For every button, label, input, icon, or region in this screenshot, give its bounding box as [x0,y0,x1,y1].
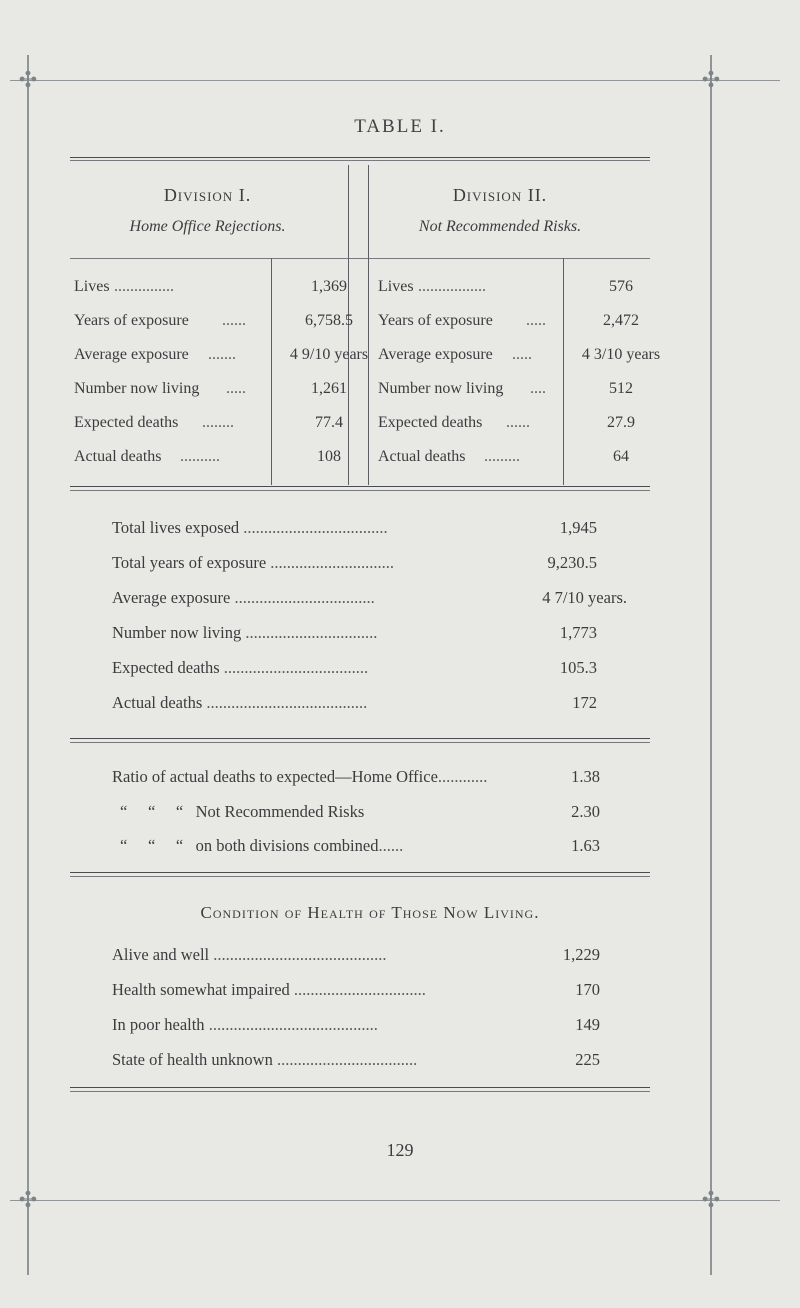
leader-dots: ................................... [219,658,369,677]
leader-dots: ..... [512,346,532,363]
condition-row [112,1050,417,1070]
leader-dots: ..... [526,312,546,329]
table-end-rule-2 [70,1091,650,1092]
leader-dots: ......... [484,448,520,465]
ratio-row [120,836,403,856]
leader-dots: ................................ [289,980,426,999]
ratio-label: “ “ “ Not Recommended Risks [120,802,365,821]
row-value: 512 [609,380,633,397]
corner-ornament-icon: ✣ [18,1187,38,1212]
table-title: TABLE I. [354,116,446,137]
corner-ornament-icon: ✣ [701,1187,721,1212]
leader-dots: ........ [202,414,234,431]
section-rule [70,738,650,739]
totals-row [112,518,388,538]
row-label: Number now living [74,380,200,397]
row-label: Average exposure [74,346,189,363]
row-label: Actual deaths [378,448,466,465]
leader-dots: ....................................... [202,693,368,712]
leader-dots: ...... [378,836,404,855]
row-value: 4 3/10 years [581,346,661,363]
totals-row [112,658,368,678]
totals-row [112,623,377,643]
leader-dots: .................................. [272,1050,418,1069]
ratio-value: 2.30 [571,802,600,821]
condition-label: In poor health [112,1015,205,1034]
column-separator [563,258,564,485]
leader-dots: ............ [437,767,488,786]
leader-dots: .................................. [230,588,375,607]
row-value: 1,261 [311,380,347,397]
condition-heading: Condition of Health of Those Now Living. [200,903,540,922]
ratio-value: 1.38 [571,767,600,786]
border-bottom [10,1200,780,1201]
row-label: Actual deaths [74,448,162,465]
totals-value: 4 7/10 years. [542,588,627,607]
totals-value: 105.3 [559,658,597,677]
leader-dots: ..... [226,380,246,397]
condition-row [112,980,426,1000]
row-value: 64 [613,448,629,465]
division-1-subtitle: Home Office Rejections. [129,218,286,235]
totals-label: Average exposure [112,588,231,607]
totals-row [112,588,375,608]
leader-dots: .......................................... [209,945,387,964]
corner-ornament-icon: ✣ [18,67,38,92]
ratio-row [112,767,487,787]
division-1-header [70,185,345,236]
leader-dots: .......... [180,448,220,465]
ratio-label: Ratio of actual deaths to expected—Home Office [112,767,438,786]
border-top [10,80,780,81]
leader-dots: .............................. [266,553,395,572]
row-label: Number now living [378,380,504,397]
row-value: 1,369 [311,278,347,295]
totals-row [112,693,367,713]
row-label: Lives [378,278,414,295]
condition-label: Alive and well [112,945,210,964]
leader-dots: ................................... [239,518,388,537]
totals-value: 172 [572,693,597,712]
row-value: 6,758.5 [305,312,353,329]
totals-label: Total lives exposed [112,518,240,537]
leader-dots: ................................ [241,623,378,642]
totals-label: Actual deaths [112,693,203,712]
division-2-subtitle: Not Recommended Risks. [418,218,582,235]
condition-label: Health somewhat impaired [112,980,290,999]
condition-value: 170 [575,980,600,999]
row-label: Expected deaths [74,414,179,431]
condition-value: 1,229 [562,945,600,964]
ratio-label: “ “ “ on both divisions combined [120,836,379,855]
table-bottom-rule-2 [70,490,650,491]
row-value: 27.9 [607,414,635,431]
table-top-rule [70,157,650,158]
condition-value: 149 [575,1015,600,1034]
totals-label: Expected deaths [112,658,220,677]
page-number: 129 [386,1140,414,1160]
ratio-row [120,802,364,822]
totals-value: 9,230.5 [547,553,597,572]
leader-dots: ................. [418,278,486,295]
table-top-rule-2 [70,160,650,161]
division-2-header [350,185,650,236]
division-1-heading: Division I. [163,185,252,205]
row-value: 4 9/10 years [289,346,369,363]
totals-row [112,553,394,573]
division-2-heading: Division II. [452,185,548,205]
totals-value: 1,773 [559,623,597,642]
section-rule-2 [70,742,650,743]
corner-ornament-icon: ✣ [701,67,721,92]
condition-value: 225 [575,1050,600,1069]
leader-dots: ............... [114,278,174,295]
row-label: Expected deaths [378,414,483,431]
row-value: 108 [317,448,341,465]
leader-dots: ....... [208,346,236,363]
ratio-value: 1.63 [571,836,600,855]
row-value: 576 [609,278,633,295]
row-label: Years of exposure [74,312,189,329]
leader-dots: .... [530,380,546,397]
section-rule [70,872,650,873]
table-end-rule [70,1087,650,1088]
table-bottom-rule [70,486,650,487]
column-separator [271,258,272,485]
leader-dots: ......................................... [204,1015,378,1034]
totals-label: Number now living [112,623,242,642]
condition-row [112,1015,378,1035]
border-right [710,55,712,1275]
row-label: Average exposure [378,346,493,363]
leader-dots: ...... [506,414,530,431]
section-rule-2 [70,876,650,877]
totals-label: Total years of exposure [112,553,267,572]
totals-value: 1,945 [559,518,597,537]
leader-dots: ...... [222,312,246,329]
row-value: 77.4 [315,414,343,431]
condition-row [112,945,387,965]
border-left [27,55,29,1275]
condition-label: State of health unknown [112,1050,273,1069]
row-label: Lives [74,278,110,295]
row-value: 2,472 [603,312,639,329]
row-label: Years of exposure [378,312,493,329]
